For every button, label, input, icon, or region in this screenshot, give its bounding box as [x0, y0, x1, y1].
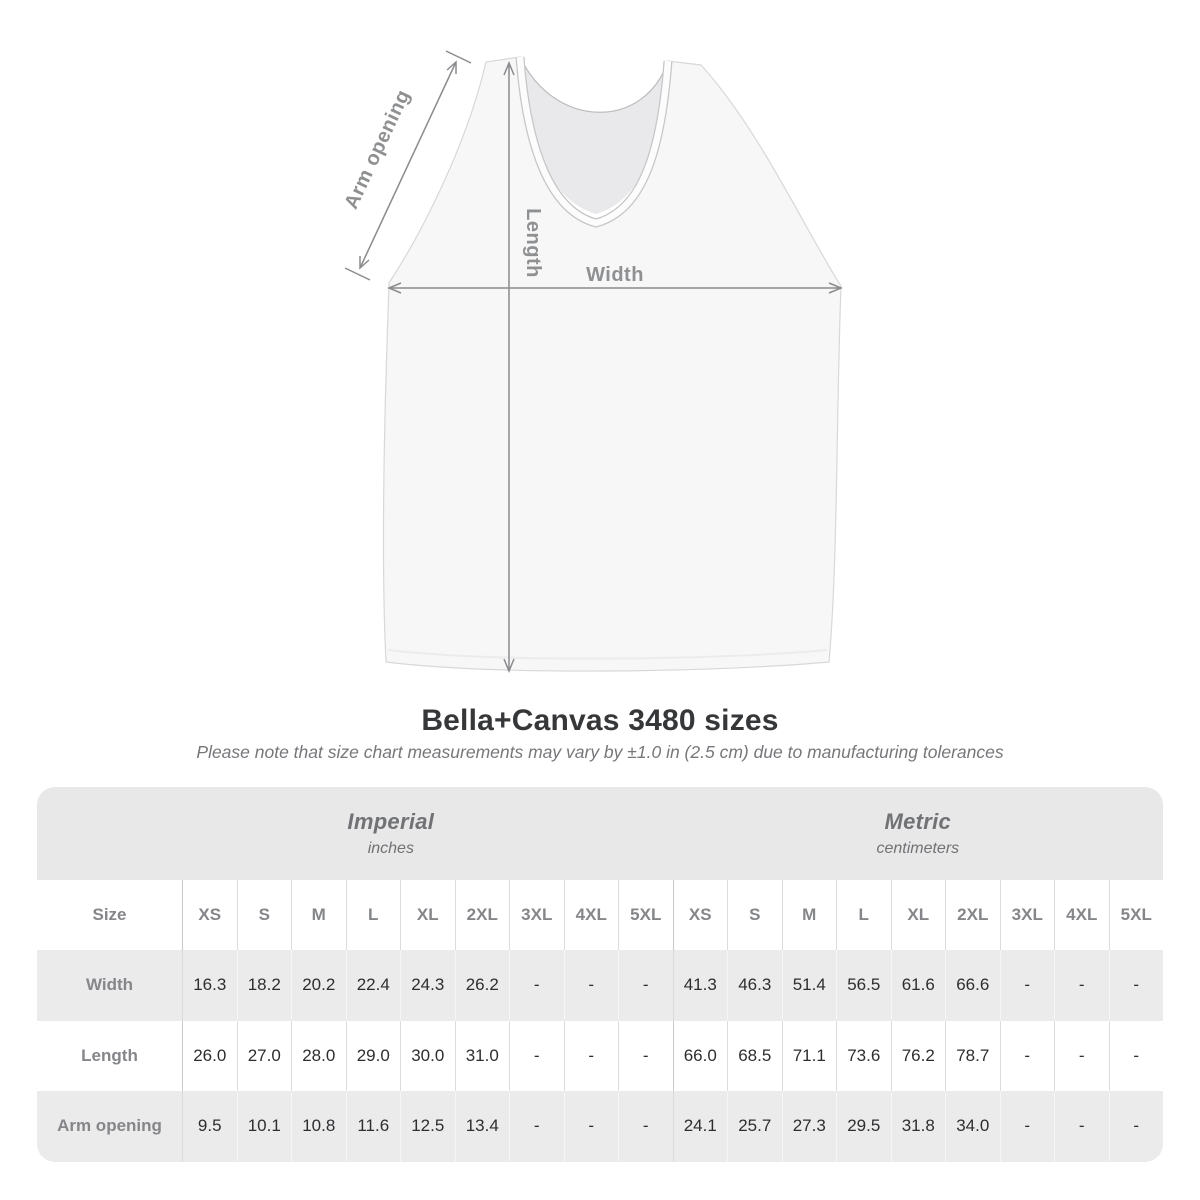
size-header-metric-m: M — [782, 880, 837, 950]
value-cell: 24.1 — [673, 1091, 728, 1162]
row-label: Width — [85, 975, 134, 995]
value-cell: 66.6 — [945, 950, 1000, 1021]
size-header-metric-xs: XS — [673, 880, 728, 950]
metric-group-header — [673, 787, 1163, 880]
size-header-metric-4xl: 4XL — [1054, 880, 1109, 950]
value-cell: 76.2 — [891, 1021, 946, 1092]
value-cell: 56.5 — [836, 950, 891, 1021]
value-cell: 18.2 — [237, 950, 292, 1021]
value-cell: 31.8 — [891, 1091, 946, 1162]
value-cell: - — [509, 1021, 564, 1092]
size-header-imperial-l: L — [346, 880, 401, 950]
size-header-imperial-4xl: 4XL — [564, 880, 619, 950]
size-header-imperial-s: S — [237, 880, 292, 950]
size-header-row — [37, 880, 1163, 950]
value-cell: - — [618, 1091, 673, 1162]
value-cell: 29.5 — [836, 1091, 891, 1162]
value-cell: 41.3 — [673, 950, 728, 1021]
value-cell: - — [1054, 950, 1109, 1021]
value-cell: 28.0 — [291, 1021, 346, 1092]
value-cell: - — [509, 950, 564, 1021]
size-header-metric-2xl: 2XL — [945, 880, 1000, 950]
size-header-metric-3xl: 3XL — [1000, 880, 1055, 950]
value-cell: - — [1109, 950, 1164, 1021]
page-title: Bella+Canvas 3480 sizes — [421, 704, 779, 737]
value-cell: 46.3 — [727, 950, 782, 1021]
value-cell: 26.2 — [455, 950, 510, 1021]
metric-group-unit: centimeters — [876, 840, 960, 857]
value-cell: 51.4 — [782, 950, 837, 1021]
imperial-group-header — [37, 787, 673, 880]
value-cell: 71.1 — [782, 1021, 837, 1092]
size-header-imperial-5xl: 5XL — [618, 880, 673, 950]
value-cell: 10.1 — [237, 1091, 292, 1162]
size-header-imperial-3xl: 3XL — [509, 880, 564, 950]
value-cell: - — [618, 950, 673, 1021]
size-header-imperial-xl: XL — [400, 880, 455, 950]
row-label: Arm opening — [57, 1116, 162, 1136]
row-label: Length — [81, 1045, 138, 1065]
imperial-group-title: Imperial — [347, 809, 435, 834]
value-cell: - — [1054, 1091, 1109, 1162]
value-cell: 78.7 — [945, 1021, 1000, 1092]
value-cell: - — [1000, 1021, 1055, 1092]
value-cell: 29.0 — [346, 1021, 401, 1092]
value-cell: 66.0 — [673, 1021, 728, 1092]
value-cell: - — [509, 1091, 564, 1162]
table-row-width — [37, 950, 1163, 1021]
size-header-imperial-2xl: 2XL — [455, 880, 510, 950]
value-cell: 24.3 — [400, 950, 455, 1021]
value-cell: 12.5 — [400, 1091, 455, 1162]
size-header-imperial-m: M — [291, 880, 346, 950]
metric-group-title: Metric — [884, 809, 952, 834]
size-header-metric-l: L — [836, 880, 891, 950]
value-cell: 10.8 — [291, 1091, 346, 1162]
size-column-header: Size — [92, 905, 127, 924]
size-chart-table — [37, 787, 1163, 1162]
size-header-metric-s: S — [727, 880, 782, 950]
value-cell: - — [1109, 1091, 1164, 1162]
value-cell: - — [564, 1091, 619, 1162]
table-row-arm-opening — [37, 1091, 1163, 1162]
value-cell: 61.6 — [891, 950, 946, 1021]
value-cell: - — [1054, 1021, 1109, 1092]
value-cell: 27.0 — [237, 1021, 292, 1092]
value-cell: 73.6 — [836, 1021, 891, 1092]
value-cell: 13.4 — [455, 1091, 510, 1162]
value-cell: 25.7 — [727, 1091, 782, 1162]
value-cell: 20.2 — [291, 950, 346, 1021]
value-cell: 9.5 — [182, 1091, 237, 1162]
value-cell: 34.0 — [945, 1091, 1000, 1162]
value-cell: 26.0 — [182, 1021, 237, 1092]
size-header-metric-xl: XL — [891, 880, 946, 950]
value-cell: 16.3 — [182, 950, 237, 1021]
size-header-metric-5xl: 5XL — [1109, 880, 1164, 950]
value-cell: - — [564, 950, 619, 1021]
value-cell: 68.5 — [727, 1021, 782, 1092]
value-cell: 30.0 — [400, 1021, 455, 1092]
value-cell: - — [564, 1021, 619, 1092]
value-cell: - — [1000, 950, 1055, 1021]
table-row-length — [37, 1021, 1163, 1092]
arm-opening-label: Arm opening — [340, 86, 415, 213]
value-cell: 31.0 — [455, 1021, 510, 1092]
value-cell: - — [1109, 1021, 1164, 1092]
unit-group-header-row — [37, 787, 1163, 880]
length-label: Length — [522, 208, 544, 278]
value-cell: 22.4 — [346, 950, 401, 1021]
size-header-imperial-xs: XS — [182, 880, 237, 950]
value-cell: 11.6 — [346, 1091, 401, 1162]
value-cell: - — [618, 1021, 673, 1092]
value-cell: 27.3 — [782, 1091, 837, 1162]
imperial-group-unit: inches — [367, 840, 414, 857]
tolerance-note: Please note that size chart measurements may vary by ±1.0 in (2.5 cm) due to manufacturing tolerances — [196, 742, 1004, 762]
value-cell: - — [1000, 1091, 1055, 1162]
width-label: Width — [586, 264, 644, 286]
